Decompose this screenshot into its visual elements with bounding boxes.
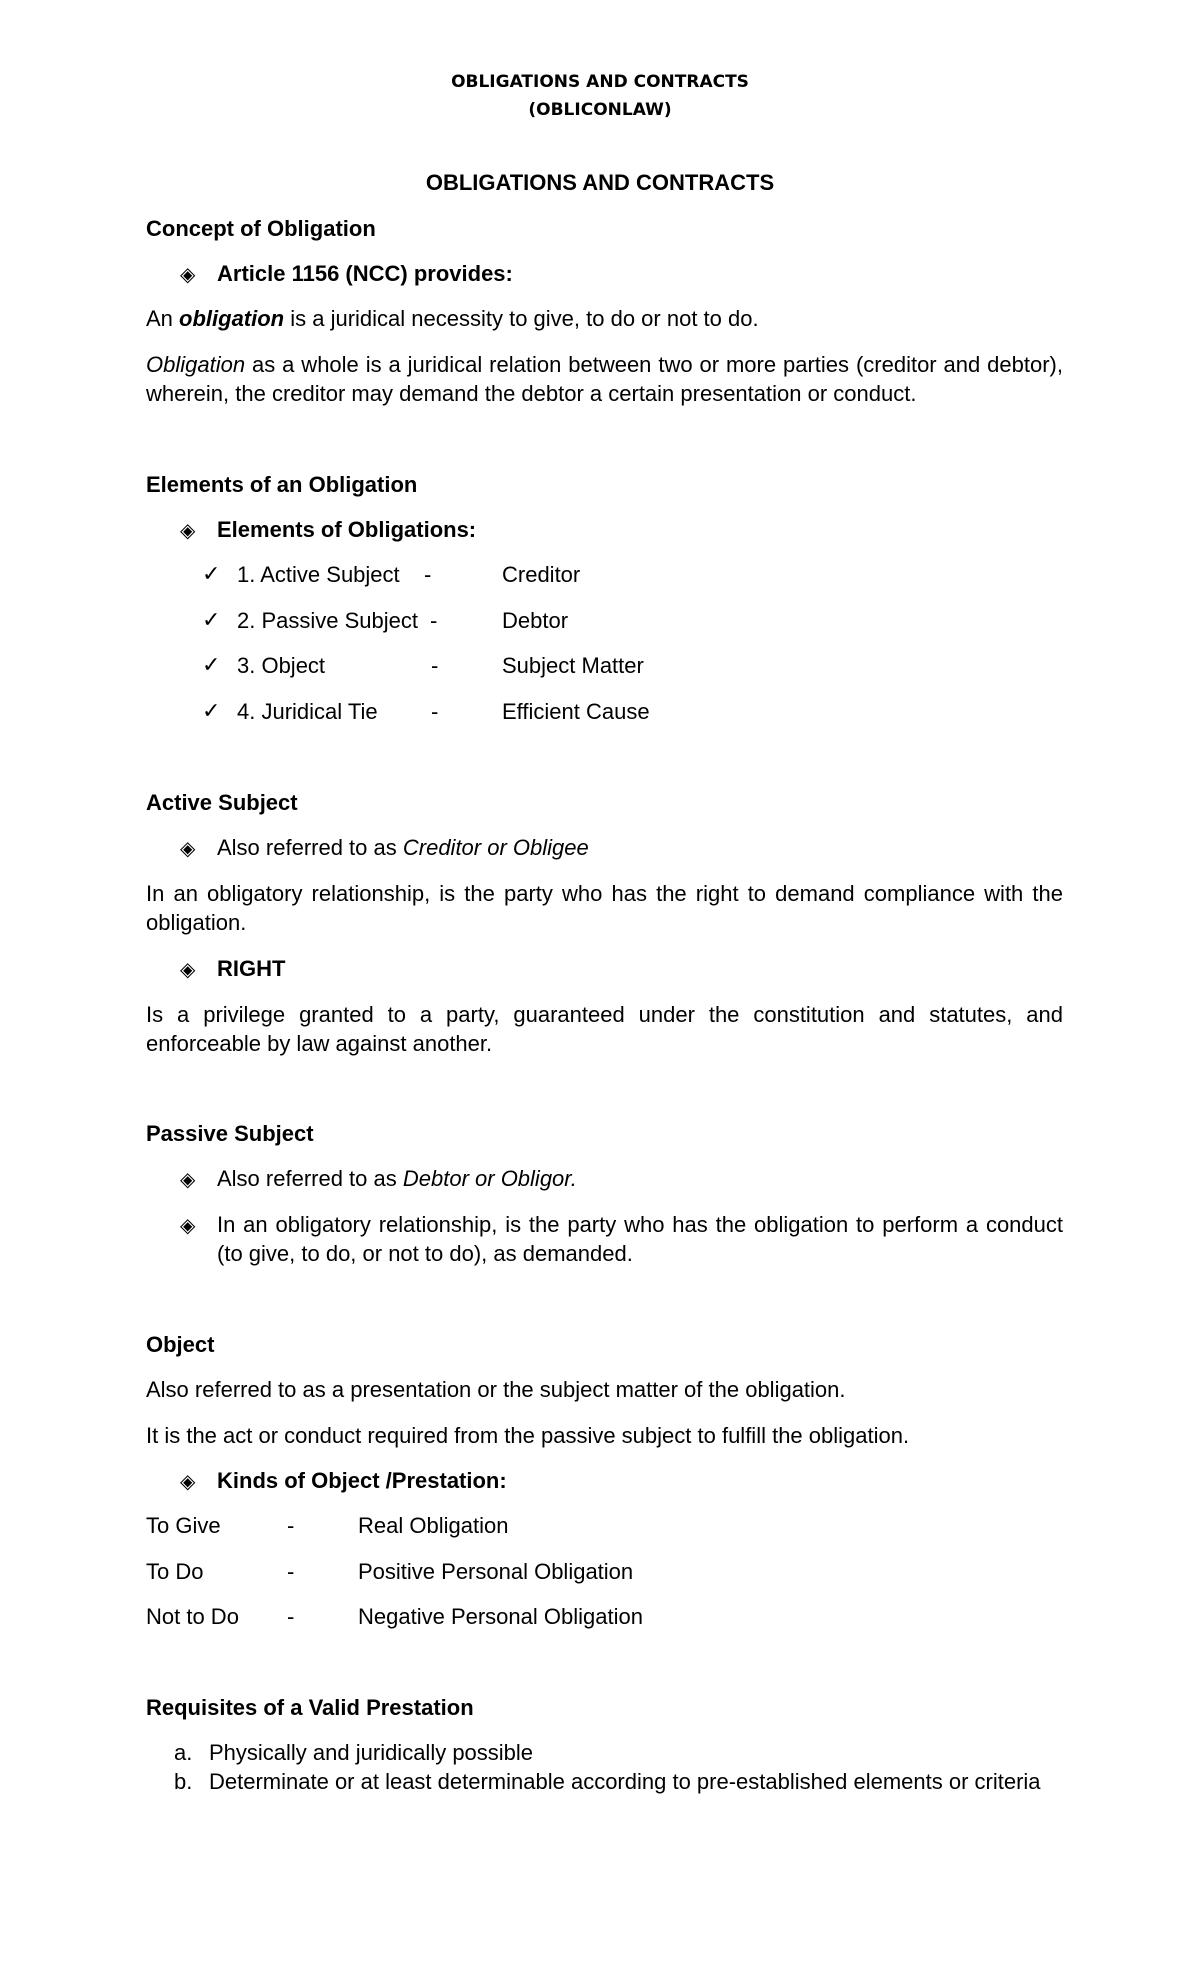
kind-label: Not to Do [146, 1604, 239, 1629]
definition-prefix: An [146, 306, 180, 331]
list-marker: b. [174, 1769, 193, 1794]
checkbox-icon: ✓ [202, 608, 221, 633]
kind-label: To Do [146, 1559, 204, 1584]
section-heading-concept: Concept of Obligation [146, 216, 376, 241]
bullet-prefix: Also referred to as [217, 1166, 403, 1191]
passive-bullet-1 [180, 1166, 195, 1192]
right-bullet-item [180, 956, 195, 982]
section-heading-object: Object [146, 1332, 215, 1357]
list-marker: a. [174, 1740, 193, 1765]
definition-rest: is a juridical necessity to give, to do or not to do. [284, 306, 759, 331]
requisite-item: Determinate or at least determinable according to pre-established elements or criteria [209, 1769, 1041, 1794]
element-value: Creditor [502, 562, 581, 587]
object-bullet-item [180, 1468, 195, 1494]
checkbox-icon: ✓ [202, 562, 221, 587]
element-value: Debtor [502, 608, 569, 633]
diamond-bullet-icon: ◈ [180, 836, 196, 860]
section-heading-elements: Elements of an Obligation [146, 472, 418, 497]
obligation-definition [146, 306, 759, 332]
element-dash: - [431, 653, 439, 678]
concept-bullet-item [180, 261, 195, 287]
element-value: Subject Matter [502, 653, 644, 678]
diamond-bullet-icon: ◈ [180, 1167, 196, 1191]
diamond-bullet-icon: ◈ [180, 518, 196, 542]
definition-term: obligation [179, 306, 285, 331]
kind-dash: - [287, 1559, 295, 1584]
object-bullet-text: Kinds of Object /Prestation: [217, 1468, 507, 1493]
passive-bullet-2 [180, 1212, 195, 1238]
section-heading-requisites: Requisites of a Valid Prestation [146, 1695, 474, 1720]
right-bullet-text: RIGHT [217, 956, 286, 981]
paragraph-rest: as a whole is a juridical relation between two or more parties (creditor and debtor), wherein, the creditor may demand the debtor a certain presentation or conduct. [146, 352, 1063, 406]
diamond-bullet-icon: ◈ [180, 957, 196, 981]
checkbox-icon: ✓ [202, 699, 221, 724]
kind-label: To Give [146, 1513, 221, 1538]
object-line-2: It is the act or conduct required from the passive subject to fulfill the obligation. [146, 1423, 910, 1448]
element-label: 1. Active Subject [237, 562, 400, 587]
passive-bullet-1-text [217, 1166, 577, 1192]
element-dash: - [430, 608, 438, 633]
object-line-1: Also referred to as a presentation or the subject matter of the obligation. [146, 1377, 846, 1402]
section-heading-active-subject: Active Subject [146, 790, 298, 815]
active-paragraph: In an obligatory relationship, is the party who has the right to demand compliance with the obligation. [146, 881, 1063, 935]
concept-bullet-text: Article 1156 (NCC) provides: [217, 261, 513, 286]
bullet-prefix: Also referred to as [217, 835, 403, 860]
passive-bullet-2-text: In an obligatory relationship, is the party who has the obligation to perform a conduct (to give, to do, or not to do), as demanded. [217, 1212, 1063, 1266]
active-bullet-text [217, 835, 589, 861]
section-heading-passive-subject: Passive Subject [146, 1121, 314, 1146]
paragraph-term: Obligation [146, 352, 246, 377]
kind-dash: - [287, 1604, 295, 1629]
diamond-bullet-icon: ◈ [180, 1469, 196, 1493]
diamond-bullet-icon: ◈ [180, 262, 196, 286]
diamond-bullet-icon: ◈ [180, 1213, 196, 1237]
elements-bullet-item [180, 517, 195, 543]
elements-bullet-text: Elements of Obligations: [217, 517, 477, 542]
element-dash: - [431, 699, 439, 724]
header-line-1: OBLIGATIONS AND CONTRACTS [451, 72, 749, 92]
requisite-item: Physically and juridically possible [209, 1740, 534, 1765]
right-paragraph: Is a privilege granted to a party, guaranteed under the constitution and statutes, and enforceable by law against another. [146, 1002, 1063, 1056]
bullet-italic: Creditor or Obligee [402, 835, 589, 860]
element-label: 4. Juridical Tie [237, 699, 378, 724]
element-dash: - [424, 562, 432, 587]
kind-value: Real Obligation [358, 1513, 509, 1538]
kind-value: Negative Personal Obligation [358, 1604, 643, 1629]
kind-value: Positive Personal Obligation [358, 1559, 634, 1584]
element-value: Efficient Cause [502, 699, 650, 724]
header-line-2: (OBLICONLAW) [528, 100, 672, 120]
checkbox-icon: ✓ [202, 653, 221, 678]
obligation-paragraph [146, 350, 1063, 408]
active-bullet-item [180, 835, 195, 861]
kind-dash: - [287, 1513, 295, 1538]
document-title: OBLIGATIONS AND CONTRACTS [425, 170, 775, 195]
bullet-italic: Debtor or Obligor. [402, 1166, 577, 1191]
element-label: 3. Object [237, 653, 326, 678]
element-label: 2. Passive Subject [237, 608, 418, 633]
